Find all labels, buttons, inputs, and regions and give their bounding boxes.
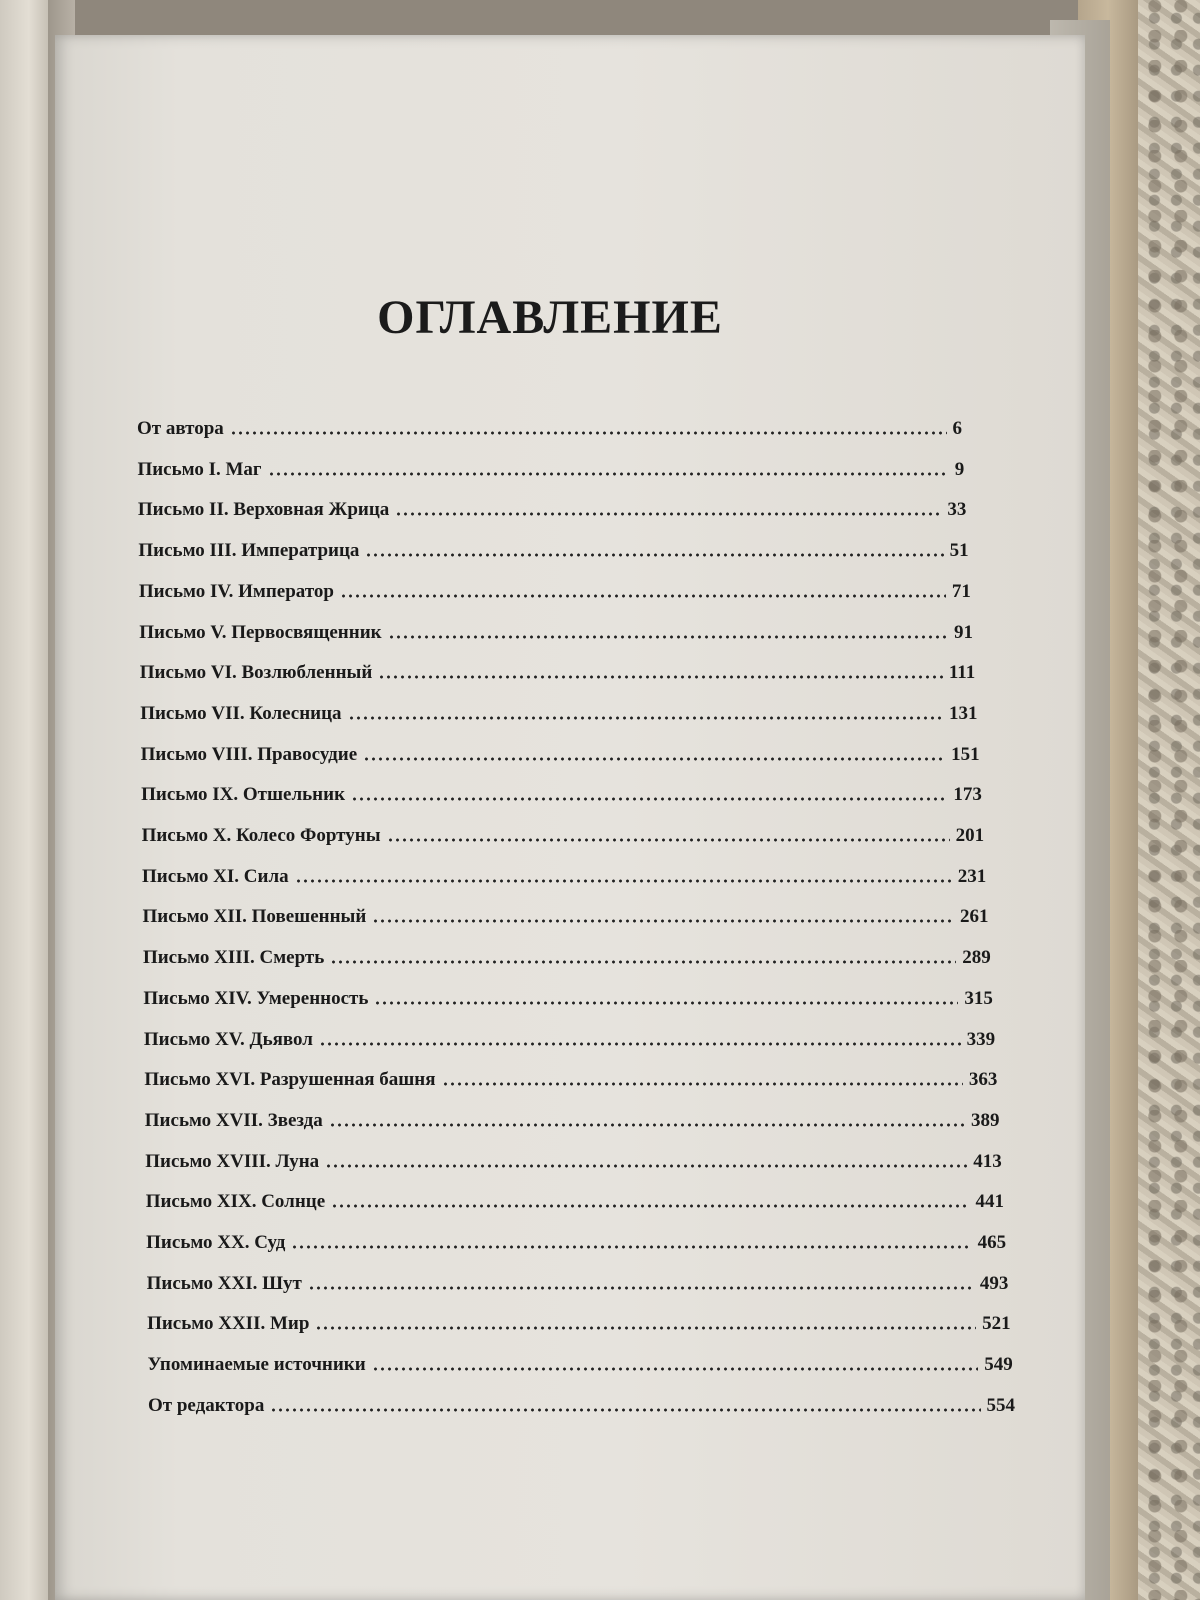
toc-leader-dots	[325, 1164, 967, 1168]
toc-leader-dots	[230, 431, 947, 435]
toc-entry	[143, 939, 991, 969]
toc-entry	[140, 654, 976, 684]
toc-entry	[146, 1224, 1006, 1254]
toc-entry-title: Письмо IV. Император	[138, 580, 334, 602]
toc-entry	[138, 491, 967, 521]
toc-entry-title: Письмо VIII. Правосудие	[140, 743, 358, 765]
toc-entry-page-number: 521	[982, 1313, 1011, 1335]
toc-leader-dots	[268, 472, 949, 476]
toc-entry-page-number: 111	[948, 662, 976, 684]
toc-entry	[148, 1387, 1015, 1417]
toc-entry-page-number: 9	[954, 458, 965, 480]
toc-entry-page-number: 151	[951, 743, 980, 765]
toc-entry-title: От автора	[137, 418, 224, 439]
toc-entry-page-number: 91	[954, 621, 974, 643]
toc-leader-dots	[351, 797, 947, 801]
toc-entry-page-number: 441	[975, 1191, 1004, 1213]
toc-entry-page-number: 261	[960, 906, 989, 928]
toc-entry-page-number: 554	[986, 1394, 1015, 1416]
toc-entry	[143, 898, 989, 928]
toc-entry	[143, 980, 993, 1010]
toc-leader-dots	[442, 1082, 963, 1086]
toc-entry	[139, 573, 971, 603]
toc-leader-dots	[340, 594, 946, 598]
toc-leader-dots	[374, 1001, 958, 1005]
toc-entry-title: Письмо XIV. Умеренность	[143, 987, 369, 1009]
toc-leader-dots	[372, 919, 954, 923]
toc-entry-title: Письмо XI. Сила	[142, 865, 289, 887]
toc-entry	[137, 451, 964, 481]
toc-entry	[145, 1102, 1000, 1132]
toc-entry	[144, 1021, 995, 1051]
toc-entry	[138, 532, 968, 562]
toc-entry-title: Письмо XV. Дьявол	[143, 1028, 313, 1050]
toc-entry	[147, 1305, 1011, 1335]
toc-entry	[146, 1183, 1004, 1213]
toc-leader-dots	[348, 716, 943, 720]
toc-entry-title: Упоминаемые источники	[147, 1354, 366, 1376]
toc-leader-dots	[331, 1204, 969, 1208]
toc-entry	[144, 1061, 997, 1091]
toc-entry-page-number: 339	[966, 1028, 996, 1050]
toc-leader-dots	[291, 1245, 971, 1249]
toc-entry	[142, 858, 986, 888]
toc-entry	[142, 817, 985, 847]
toc-leader-dots	[330, 960, 956, 964]
toc-entry-page-number: 493	[979, 1272, 1009, 1294]
toc-leader-dots	[372, 1367, 979, 1371]
toc-leader-dots	[295, 879, 952, 883]
toc-entry-page-number: 51	[949, 540, 969, 562]
toc-entry-title: Письмо XX. Суд	[146, 1232, 286, 1253]
toc-entry-page-number: 201	[955, 825, 985, 846]
toc-entry-page-number: 131	[948, 702, 978, 724]
page-title: ОГЛАВЛЕНИЕ	[377, 291, 723, 344]
toc-entry-page-number: 71	[951, 580, 971, 602]
toc-entry	[148, 1346, 1013, 1376]
toc-entry-title: Письмо VII. Колесница	[140, 702, 342, 724]
toc-leader-dots	[378, 675, 943, 679]
toc-entry-title: Письмо XIX. Солнце	[145, 1191, 326, 1213]
toc-entry-page-number: 413	[973, 1150, 1002, 1172]
toc-leader-dots	[363, 757, 945, 761]
toc-entry-title: Письмо XXI. Шут	[146, 1272, 302, 1294]
toc-entry	[141, 776, 982, 806]
toc-entry	[147, 1265, 1009, 1295]
toc-entry	[140, 695, 977, 725]
toc-leader-dots	[308, 1286, 974, 1290]
toc-entry	[137, 410, 962, 440]
toc-entry-page-number: 549	[984, 1354, 1013, 1376]
toc-entry	[145, 1143, 1002, 1173]
toc-entry-title: Письмо XXII. Мир	[147, 1313, 310, 1335]
toc-leader-dots	[315, 1326, 976, 1330]
toc-entry-title: Письмо III. Императрица	[138, 540, 360, 562]
toc-leader-dots	[319, 1042, 961, 1046]
toc-entry-page-number: 389	[971, 1109, 1000, 1131]
toc-entry-page-number: 465	[977, 1232, 1007, 1253]
toc-entry-title: Письмо XVII. Звезда	[144, 1109, 323, 1131]
toc-entry-page-number: 363	[968, 1069, 998, 1091]
toc-entry-title: Письмо XII. Повешенный	[142, 906, 367, 928]
toc-entry-page-number: 231	[957, 865, 987, 887]
toc-leader-dots	[270, 1408, 980, 1412]
toc-leader-dots	[329, 1123, 965, 1127]
toc-leader-dots	[388, 635, 948, 639]
toc-entry-title: Письмо XVI. Разрушенная башня	[144, 1069, 436, 1091]
toc-entry-title: Письмо I. Маг	[137, 458, 262, 480]
toc-entry-title: Письмо X. Колесо Фортуны	[141, 825, 381, 846]
toc-leader-dots	[365, 553, 943, 557]
toc-entry-title: Письмо XIII. Смерть	[142, 947, 325, 969]
toc-entry-page-number: 33	[947, 499, 967, 521]
toc-entry	[141, 736, 980, 766]
toc-entry-page-number: 315	[964, 987, 993, 1009]
toc-entry-title: Письмо II. Верховная Жрица	[137, 499, 390, 521]
toc-entry-page-number: 289	[962, 947, 991, 969]
toc-leader-dots	[395, 512, 941, 516]
toc-entry-title: Письмо IX. Отшельник	[141, 784, 346, 806]
toc-entry-title: Письмо VI. Возлюбленный	[139, 662, 373, 684]
toc-entry-title: Письмо V. Первосвященник	[139, 621, 382, 643]
toc-entry-title: От редактора	[148, 1394, 265, 1416]
toc-entry-page-number: 6	[952, 418, 962, 439]
toc-entry-title: Письмо XVIII. Луна	[145, 1150, 320, 1172]
toc-entry-page-number: 173	[953, 784, 982, 806]
toc-entry	[139, 614, 973, 644]
toc-leader-dots	[387, 838, 950, 842]
